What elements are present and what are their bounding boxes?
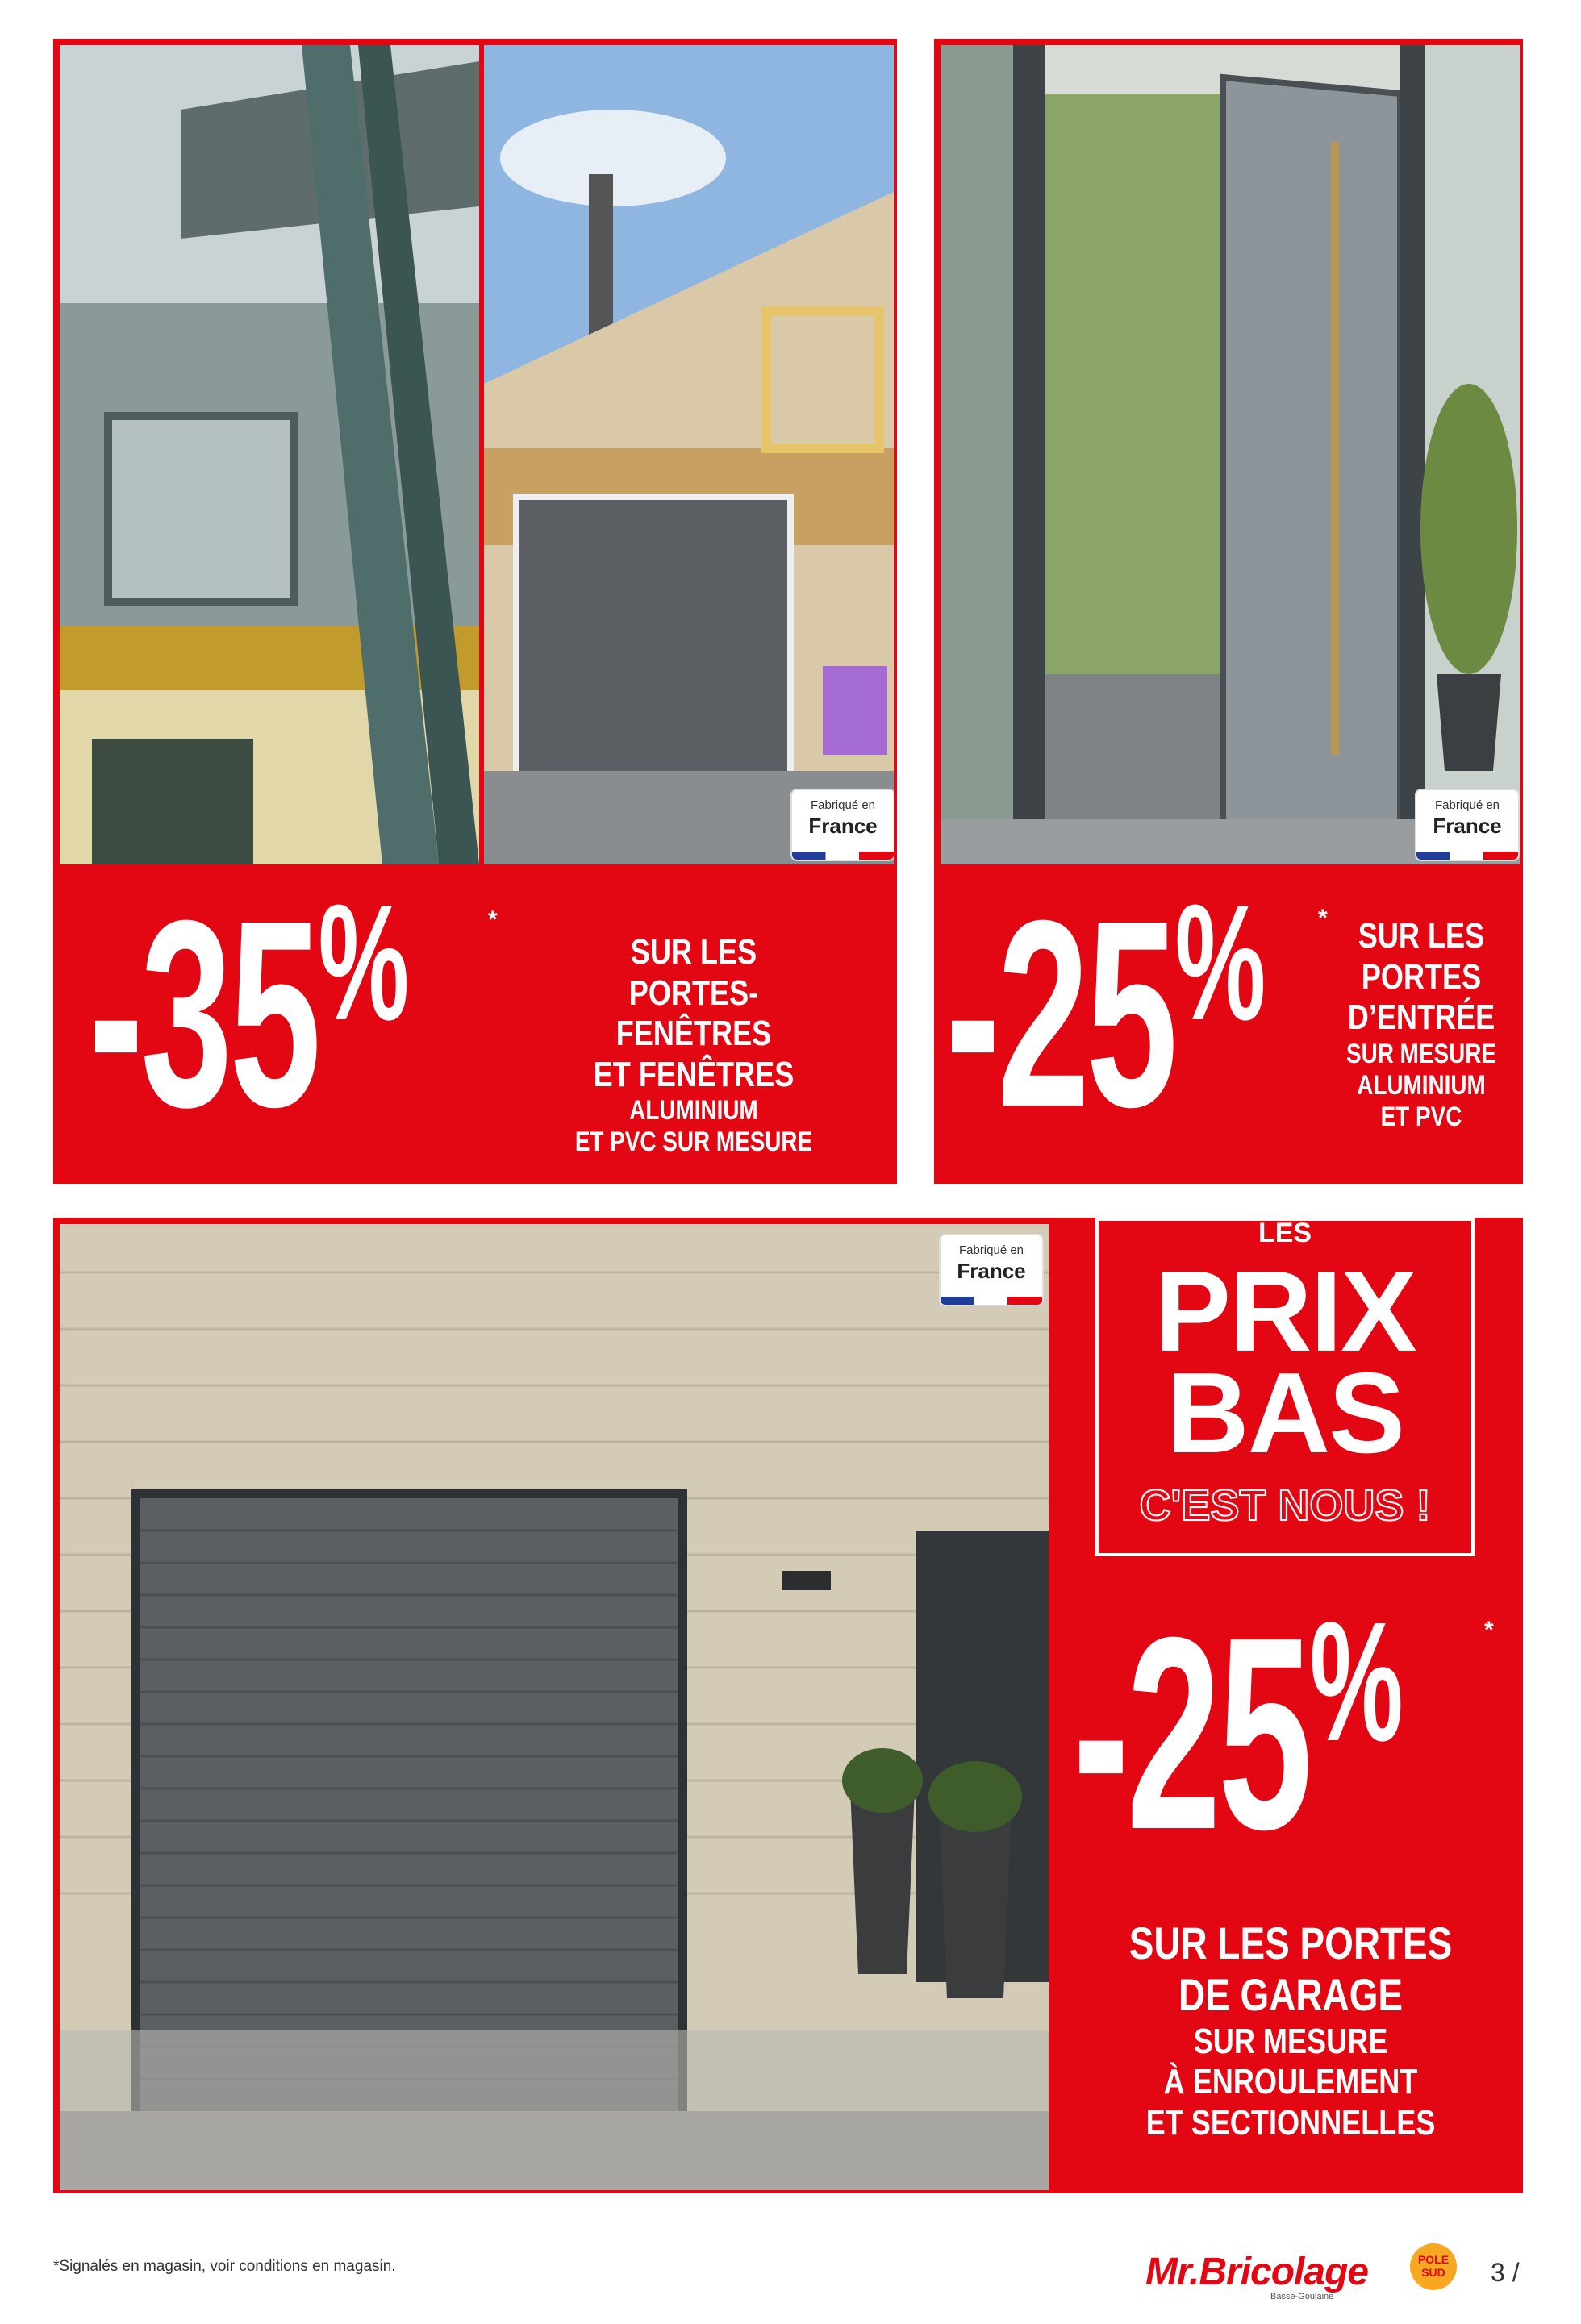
asterisk: *	[1484, 1617, 1494, 1643]
percent-sign: %	[1174, 871, 1263, 1055]
desc-line: SUR MESURE	[1346, 1038, 1496, 1069]
discount-number: -35	[89, 864, 319, 1162]
desc-line: PORTES	[1361, 956, 1482, 997]
offer-band	[56, 864, 897, 1184]
offer-description	[1324, 916, 1518, 1133]
discount-value	[89, 864, 407, 1162]
desc-line: DE GARAGE	[1178, 1969, 1404, 2021]
garage-door-photo	[60, 1224, 1049, 2193]
percent-sign: %	[318, 871, 407, 1055]
page-number: 3 /	[1491, 2258, 1520, 2287]
badge-line1: Fabriqué en	[1434, 798, 1500, 812]
prix-bas-logo	[1095, 1218, 1475, 1556]
made-in-france-badge	[1416, 790, 1518, 860]
offer-description	[1081, 1918, 1500, 2144]
desc-line: ALUMINIUM	[629, 1095, 758, 1127]
french-flag-icon	[941, 1297, 1042, 1305]
desc-line: ET PVC	[1380, 1101, 1462, 1132]
asterisk: *	[488, 906, 498, 933]
prix-bas-cest-nous: C'EST NOUS !	[1139, 1481, 1431, 1530]
offer-panel-windows	[53, 39, 897, 1184]
entry-door-photo	[941, 45, 1523, 864]
desc-line: SUR MESURE	[1193, 2021, 1388, 2061]
badge-line1: Fabriqué en	[810, 798, 876, 812]
house-facade-photo	[60, 45, 479, 864]
french-flag-icon	[1416, 852, 1518, 860]
prix-bas-bas: BAS	[1166, 1349, 1404, 1477]
desc-line: SUR LES	[1358, 916, 1485, 956]
discount-number: -25	[945, 864, 1175, 1162]
offer-band	[937, 864, 1523, 1184]
made-in-france-badge	[941, 1235, 1042, 1305]
asterisk: *	[1318, 905, 1328, 931]
pole-sud-logo-icon: POLE SUD	[1410, 2243, 1457, 2290]
discount-value	[945, 864, 1263, 1162]
desc-line: À ENROULEMENT	[1163, 2062, 1418, 2102]
badge-line2: France	[808, 814, 878, 838]
offer-description	[524, 932, 863, 1159]
badge-line1: Fabriqué en	[958, 1243, 1024, 1257]
desc-line: ET PVC SUR MESURE	[574, 1127, 813, 1158]
brand-store-name: Basse-Goulaine	[1270, 2292, 1334, 2301]
offer-panel-entry-doors	[934, 39, 1523, 1184]
desc-line: ET SECTIONNELLES	[1145, 2102, 1436, 2143]
made-in-france-badge	[792, 790, 894, 860]
desc-line: SUR LES	[630, 932, 757, 972]
brand-logo: Mr.Bricolage	[1145, 2251, 1369, 2293]
discount-number: -25	[1073, 1581, 1310, 1887]
desc-line: ET FENÊTRES	[593, 1054, 795, 1094]
desc-line: PORTES-FENÊTRES	[615, 972, 772, 1054]
desc-line: ALUMINIUM	[1357, 1069, 1486, 1101]
discount-value	[1073, 1581, 1401, 1887]
badge-line2: France	[957, 1259, 1026, 1283]
footnote: *Signalés en magasin, voir conditions en magasin.	[53, 2258, 396, 2275]
french-flag-icon	[792, 852, 894, 860]
prix-bas-les: LES	[1258, 1218, 1312, 1248]
house-terrace-photo	[484, 45, 897, 864]
prix-bas-prix: PRIX	[1154, 1247, 1416, 1376]
desc-line: SUR LES PORTES	[1128, 1918, 1453, 1968]
desc-line: D’ENTRÉE	[1347, 997, 1495, 1038]
badge-line2: France	[1433, 814, 1502, 838]
percent-sign: %	[1309, 1586, 1401, 1776]
